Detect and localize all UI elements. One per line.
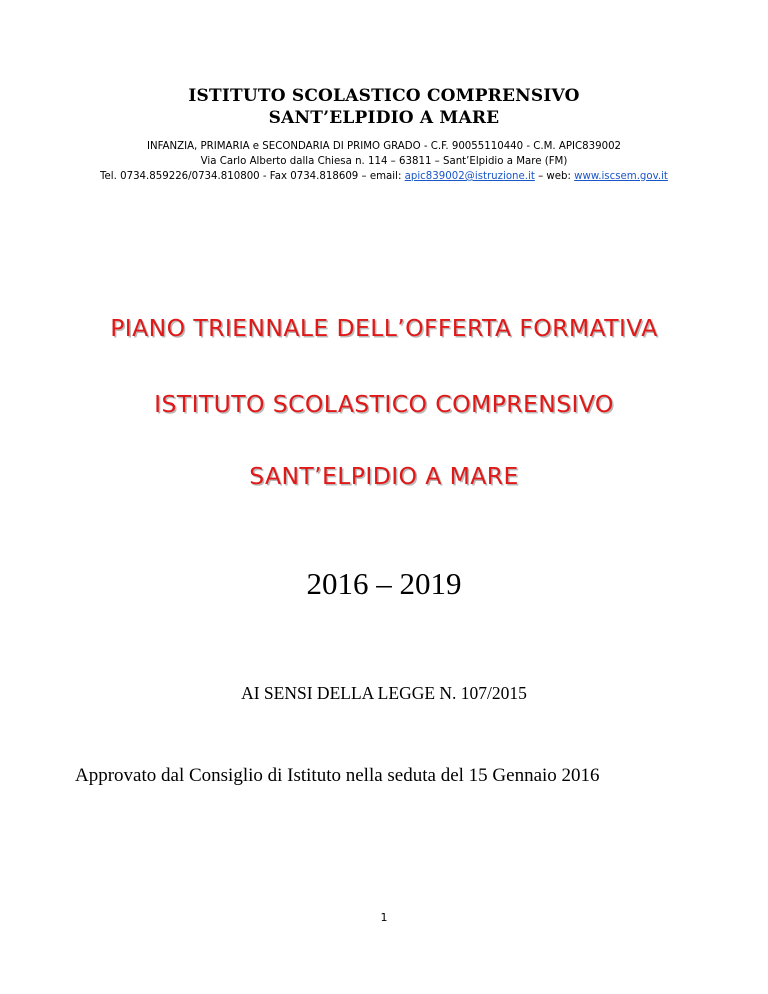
years-range: 2016 – 2019	[306, 566, 462, 601]
document-title-line2: ISTITUTO SCOLASTICO COMPRENSIVO	[154, 390, 614, 418]
school-info-line: INFANZIA, PRIMARIA e SECONDARIA DI PRIMO GRADO - C.F. 90055110440 - C.M. APIC839002	[146, 141, 622, 152]
contact-phone-fax: Tel. 0734.859226/0734.810800 - Fax 0734.818609 – email:	[100, 171, 405, 182]
website-link[interactable]: www.iscsem.gov.it	[574, 171, 668, 182]
email-link[interactable]: apic839002@istruzione.it	[404, 171, 535, 182]
school-town-heading: SANT’ELPIDIO A MARE	[268, 108, 500, 128]
legal-reference: AI SENSI DELLA LEGGE N. 107/2015	[241, 683, 527, 703]
school-contact-line	[0, 171, 768, 182]
approval-statement: Approvato dal Consiglio di Istituto nella seduta del 15 Gennaio 2016	[75, 765, 600, 786]
school-name-heading: ISTITUTO SCOLASTICO COMPRENSIVO	[188, 86, 580, 106]
school-address-line: Via Carlo Alberto dalla Chiesa n. 114 – 63811 – Sant’Elpidio a Mare (FM)	[200, 156, 568, 167]
document-title-line3: SANT’ELPIDIO A MARE	[249, 462, 519, 490]
contact-web-label: – web:	[534, 171, 575, 182]
page-number: 1	[380, 911, 388, 924]
document-title-line1: PIANO TRIENNALE DELL’OFFERTA FORMATIVA	[110, 314, 658, 342]
